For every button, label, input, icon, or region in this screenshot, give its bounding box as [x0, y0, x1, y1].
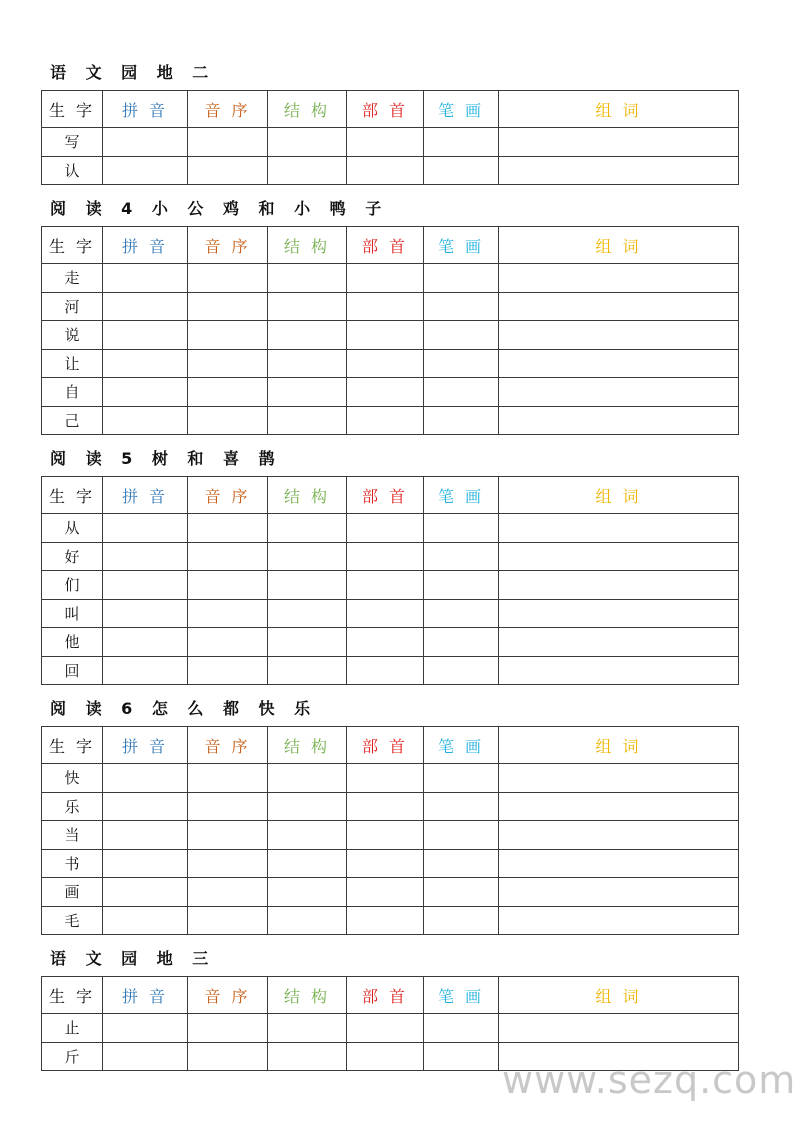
table-row: [42, 514, 739, 543]
strokes-cell[interactable]: [424, 378, 499, 407]
radical-cell[interactable]: [347, 156, 424, 185]
table-row: [42, 378, 739, 407]
table-row: [42, 906, 739, 935]
order-cell[interactable]: [188, 156, 268, 185]
char-table: [41, 226, 739, 435]
radical-cell[interactable]: [347, 821, 424, 850]
pinyin-cell[interactable]: [103, 378, 188, 407]
order-cell[interactable]: [188, 1014, 268, 1043]
pinyin-cell[interactable]: [103, 1042, 188, 1071]
char-cell: 己: [42, 406, 103, 435]
order-cell[interactable]: [188, 349, 268, 378]
radical-cell[interactable]: [347, 906, 424, 935]
words-cell[interactable]: [499, 571, 739, 600]
strokes-cell[interactable]: [424, 264, 499, 293]
header-order: 音 序: [188, 477, 268, 514]
pinyin-cell[interactable]: [103, 128, 188, 157]
char-cell: 回: [42, 656, 103, 685]
order-cell[interactable]: [188, 378, 268, 407]
radical-cell[interactable]: [347, 292, 424, 321]
header-words: 组 词: [499, 727, 739, 764]
structure-cell[interactable]: [268, 821, 347, 850]
table-row: [42, 292, 739, 321]
char-cell: 毛: [42, 906, 103, 935]
header-radical: 部 首: [347, 727, 424, 764]
section-title: 阅 读 5 树 和 喜 鹊: [50, 449, 282, 468]
strokes-cell[interactable]: [424, 849, 499, 878]
header-pinyin: 拼 音: [103, 727, 188, 764]
header-words: 组 词: [499, 477, 739, 514]
pinyin-cell[interactable]: [103, 406, 188, 435]
strokes-cell[interactable]: [424, 321, 499, 350]
table-row: [42, 1014, 739, 1043]
structure-cell[interactable]: [268, 849, 347, 878]
structure-cell[interactable]: [268, 599, 347, 628]
words-cell[interactable]: [499, 906, 739, 935]
words-cell[interactable]: [499, 878, 739, 907]
char-cell: 写: [42, 128, 103, 157]
char-cell: 乐: [42, 792, 103, 821]
words-cell[interactable]: [499, 542, 739, 571]
char-cell: 认: [42, 156, 103, 185]
header-char: 生 字: [42, 91, 103, 128]
strokes-cell[interactable]: [424, 599, 499, 628]
structure-cell[interactable]: [268, 321, 347, 350]
table-row: [42, 349, 739, 378]
strokes-cell[interactable]: [424, 878, 499, 907]
header-words: 组 词: [499, 227, 739, 264]
structure-cell[interactable]: [268, 656, 347, 685]
order-cell[interactable]: [188, 514, 268, 543]
pinyin-cell[interactable]: [103, 349, 188, 378]
words-cell[interactable]: [499, 821, 739, 850]
radical-cell[interactable]: [347, 1014, 424, 1043]
char-cell: 快: [42, 764, 103, 793]
pinyin-cell[interactable]: [103, 1014, 188, 1043]
order-cell[interactable]: [188, 542, 268, 571]
header-row: [42, 227, 739, 264]
strokes-cell[interactable]: [424, 406, 499, 435]
order-cell[interactable]: [188, 264, 268, 293]
radical-cell[interactable]: [347, 514, 424, 543]
header-row: [42, 477, 739, 514]
radical-cell[interactable]: [347, 542, 424, 571]
structure-cell[interactable]: [268, 792, 347, 821]
words-cell[interactable]: [499, 264, 739, 293]
header-char: 生 字: [42, 477, 103, 514]
header-strokes: 笔 画: [424, 977, 499, 1014]
char-cell: 他: [42, 628, 103, 657]
table-row: [42, 764, 739, 793]
strokes-cell[interactable]: [424, 128, 499, 157]
header-order: 音 序: [188, 91, 268, 128]
strokes-cell[interactable]: [424, 349, 499, 378]
radical-cell[interactable]: [347, 792, 424, 821]
section-title: 语 文 园 地 三: [50, 949, 216, 968]
pinyin-cell[interactable]: [103, 821, 188, 850]
order-cell[interactable]: [188, 656, 268, 685]
header-pinyin: 拼 音: [103, 477, 188, 514]
pinyin-cell[interactable]: [103, 264, 188, 293]
table-row: [42, 792, 739, 821]
char-cell: 自: [42, 378, 103, 407]
structure-cell[interactable]: [268, 514, 347, 543]
structure-cell[interactable]: [268, 571, 347, 600]
watermark: www.sezq.com: [502, 1058, 797, 1102]
structure-cell[interactable]: [268, 156, 347, 185]
table-row: [42, 128, 739, 157]
order-cell[interactable]: [188, 906, 268, 935]
strokes-cell[interactable]: [424, 571, 499, 600]
structure-cell[interactable]: [268, 128, 347, 157]
header-strokes: 笔 画: [424, 727, 499, 764]
header-order: 音 序: [188, 727, 268, 764]
strokes-cell[interactable]: [424, 792, 499, 821]
header-structure: 结 构: [268, 91, 347, 128]
words-cell[interactable]: [499, 128, 739, 157]
header-structure: 结 构: [268, 477, 347, 514]
char-cell: 当: [42, 821, 103, 850]
char-cell: 河: [42, 292, 103, 321]
table-row: [42, 571, 739, 600]
pinyin-cell[interactable]: [103, 542, 188, 571]
char-cell: 从: [42, 514, 103, 543]
table-row: [42, 628, 739, 657]
words-cell[interactable]: [499, 764, 739, 793]
words-cell[interactable]: [499, 378, 739, 407]
header-order: 音 序: [188, 977, 268, 1014]
header-radical: 部 首: [347, 977, 424, 1014]
header-pinyin: 拼 音: [103, 227, 188, 264]
order-cell[interactable]: [188, 1042, 268, 1071]
header-structure: 结 构: [268, 977, 347, 1014]
words-cell[interactable]: [499, 406, 739, 435]
radical-cell[interactable]: [347, 849, 424, 878]
words-cell[interactable]: [499, 514, 739, 543]
section-title: 语 文 园 地 二: [50, 63, 216, 82]
radical-cell[interactable]: [347, 264, 424, 293]
char-cell: 们: [42, 571, 103, 600]
strokes-cell[interactable]: [424, 628, 499, 657]
pinyin-cell[interactable]: [103, 906, 188, 935]
char-cell: 叫: [42, 599, 103, 628]
words-cell[interactable]: [499, 292, 739, 321]
char-cell: 让: [42, 349, 103, 378]
order-cell[interactable]: [188, 628, 268, 657]
strokes-cell[interactable]: [424, 1042, 499, 1071]
order-cell[interactable]: [188, 321, 268, 350]
order-cell[interactable]: [188, 571, 268, 600]
header-radical: 部 首: [347, 477, 424, 514]
structure-cell[interactable]: [268, 906, 347, 935]
header-words: 组 词: [499, 91, 739, 128]
pinyin-cell[interactable]: [103, 599, 188, 628]
table-row: [42, 878, 739, 907]
words-cell[interactable]: [499, 849, 739, 878]
radical-cell[interactable]: [347, 349, 424, 378]
words-cell[interactable]: [499, 792, 739, 821]
strokes-cell[interactable]: [424, 656, 499, 685]
table-row: [42, 849, 739, 878]
order-cell[interactable]: [188, 878, 268, 907]
radical-cell[interactable]: [347, 764, 424, 793]
char-cell: 走: [42, 264, 103, 293]
structure-cell[interactable]: [268, 406, 347, 435]
words-cell[interactable]: [499, 349, 739, 378]
structure-cell[interactable]: [268, 628, 347, 657]
char-table: [41, 476, 739, 685]
pinyin-cell[interactable]: [103, 878, 188, 907]
words-cell[interactable]: [499, 321, 739, 350]
char-table: [41, 90, 739, 185]
header-structure: 结 构: [268, 227, 347, 264]
table-row: [42, 821, 739, 850]
pinyin-cell[interactable]: [103, 156, 188, 185]
char-cell: 好: [42, 542, 103, 571]
words-cell[interactable]: [499, 656, 739, 685]
words-cell[interactable]: [499, 156, 739, 185]
header-structure: 结 构: [268, 727, 347, 764]
pinyin-cell[interactable]: [103, 628, 188, 657]
table-row: [42, 406, 739, 435]
words-cell[interactable]: [499, 1014, 739, 1043]
strokes-cell[interactable]: [424, 542, 499, 571]
radical-cell[interactable]: [347, 128, 424, 157]
words-cell[interactable]: [499, 599, 739, 628]
header-strokes: 笔 画: [424, 477, 499, 514]
order-cell[interactable]: [188, 792, 268, 821]
table-row: [42, 264, 739, 293]
structure-cell[interactable]: [268, 349, 347, 378]
radical-cell[interactable]: [347, 321, 424, 350]
header-strokes: 笔 画: [424, 91, 499, 128]
char-cell: 书: [42, 849, 103, 878]
table-row: [42, 321, 739, 350]
radical-cell[interactable]: [347, 656, 424, 685]
structure-cell[interactable]: [268, 764, 347, 793]
order-cell[interactable]: [188, 821, 268, 850]
pinyin-cell[interactable]: [103, 764, 188, 793]
order-cell[interactable]: [188, 406, 268, 435]
char-table: [41, 976, 739, 1071]
pinyin-cell[interactable]: [103, 656, 188, 685]
table-row: [42, 156, 739, 185]
strokes-cell[interactable]: [424, 514, 499, 543]
pinyin-cell[interactable]: [103, 571, 188, 600]
header-char: 生 字: [42, 977, 103, 1014]
radical-cell[interactable]: [347, 1042, 424, 1071]
header-row: [42, 727, 739, 764]
strokes-cell[interactable]: [424, 292, 499, 321]
header-row: [42, 977, 739, 1014]
section-title: 阅 读 6 怎 么 都 快 乐: [50, 699, 318, 718]
strokes-cell[interactable]: [424, 764, 499, 793]
structure-cell[interactable]: [268, 378, 347, 407]
header-radical: 部 首: [347, 91, 424, 128]
header-char: 生 字: [42, 227, 103, 264]
char-cell: 斤: [42, 1042, 103, 1071]
radical-cell[interactable]: [347, 571, 424, 600]
header-pinyin: 拼 音: [103, 977, 188, 1014]
pinyin-cell[interactable]: [103, 514, 188, 543]
header-pinyin: 拼 音: [103, 91, 188, 128]
char-table: [41, 726, 739, 935]
header-radical: 部 首: [347, 227, 424, 264]
radical-cell[interactable]: [347, 378, 424, 407]
pinyin-cell[interactable]: [103, 292, 188, 321]
order-cell[interactable]: [188, 849, 268, 878]
header-order: 音 序: [188, 227, 268, 264]
table-row: [42, 599, 739, 628]
radical-cell[interactable]: [347, 599, 424, 628]
char-cell: 止: [42, 1014, 103, 1043]
structure-cell[interactable]: [268, 1014, 347, 1043]
table-row: [42, 542, 739, 571]
table-row: [42, 656, 739, 685]
header-strokes: 笔 画: [424, 227, 499, 264]
order-cell[interactable]: [188, 599, 268, 628]
section-title: 阅 读 4 小 公 鸡 和 小 鸭 子: [50, 199, 389, 218]
pinyin-cell[interactable]: [103, 849, 188, 878]
order-cell[interactable]: [188, 128, 268, 157]
strokes-cell[interactable]: [424, 906, 499, 935]
pinyin-cell[interactable]: [103, 792, 188, 821]
order-cell[interactable]: [188, 292, 268, 321]
pinyin-cell[interactable]: [103, 321, 188, 350]
char-cell: 说: [42, 321, 103, 350]
strokes-cell[interactable]: [424, 156, 499, 185]
radical-cell[interactable]: [347, 628, 424, 657]
strokes-cell[interactable]: [424, 1014, 499, 1043]
structure-cell[interactable]: [268, 292, 347, 321]
order-cell[interactable]: [188, 764, 268, 793]
header-row: [42, 91, 739, 128]
words-cell[interactable]: [499, 628, 739, 657]
structure-cell[interactable]: [268, 542, 347, 571]
radical-cell[interactable]: [347, 878, 424, 907]
structure-cell[interactable]: [268, 1042, 347, 1071]
char-cell: 画: [42, 878, 103, 907]
header-words: 组 词: [499, 977, 739, 1014]
header-char: 生 字: [42, 727, 103, 764]
radical-cell[interactable]: [347, 406, 424, 435]
strokes-cell[interactable]: [424, 821, 499, 850]
structure-cell[interactable]: [268, 878, 347, 907]
structure-cell[interactable]: [268, 264, 347, 293]
